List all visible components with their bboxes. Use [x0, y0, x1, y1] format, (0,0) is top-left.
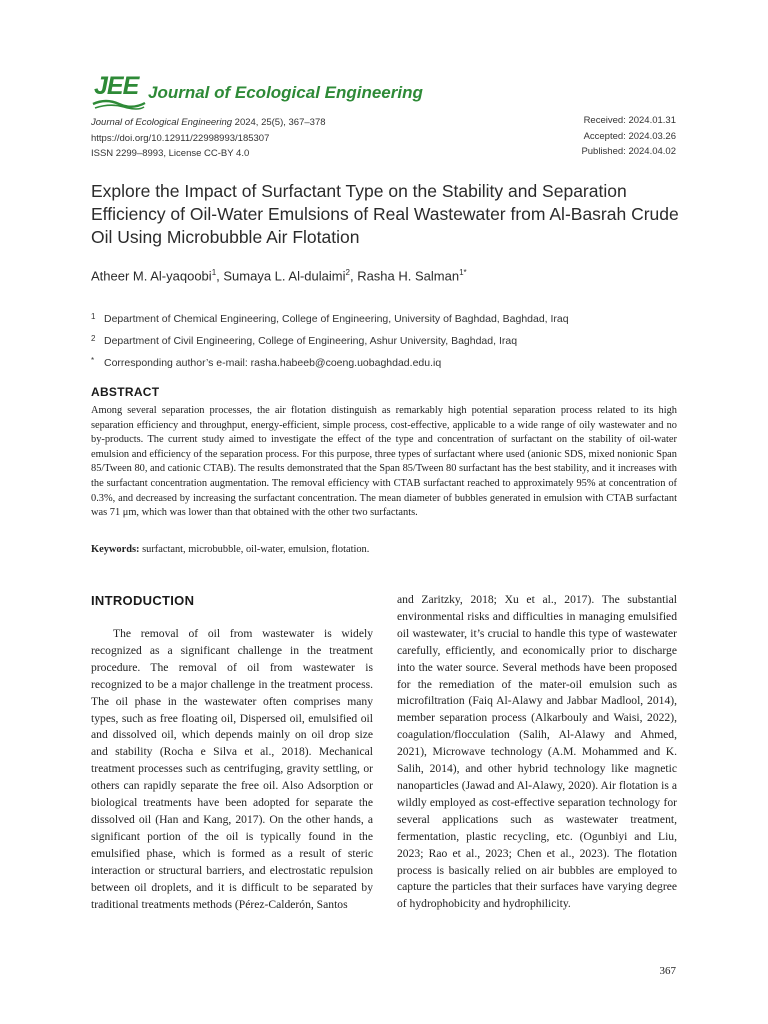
issn-license: ISSN 2299–8993, License CC-BY 4.0	[91, 148, 250, 159]
doi-link[interactable]: https://doi.org/10.12911/22998993/185307	[91, 132, 270, 144]
abstract-text: Among several separation processes, the air flotation distinguish as remarkably high potential separation process related to its high separation efficiency and throughput, energy-efficient, simple process, cost-effective, applicable to a wide range of oily wastewater and no by-products. The current study aimed to investigate the effect of the type and concentration of surfactant on the stability of oil-water emulsion and efficiency of the separation process. For this purpose, three types of surfactant where used (anionic SDS, mixed nonionic Span 85/Tween 80, and cationic CTAB). The results demonstrated that the Span 85/Tween 80 surfactant has the best stability, and it increases with the surfactant concentration augmentation. The removal efficiency with CTAB surfactant reached to approximately 95% at concentration of 0.3%, and decreased by increasing the surfactant concentration. The mean diameter of bubbles generated in emulsion with CTAB surfactant was 71 μm, which was lower than that obtained with the other two surfactants.	[91, 405, 677, 519]
citation-journal: Journal of Ecological Engineering	[91, 117, 233, 128]
author-name: Atheer M. Al-yaqoobi	[91, 268, 212, 284]
abstract-heading: ABSTRACT	[91, 385, 160, 399]
affiliation-marker: 2	[91, 334, 96, 343]
author-name: Rasha H. Salman	[357, 268, 460, 284]
affiliations	[91, 307, 569, 373]
citation-line	[91, 115, 326, 131]
corresponding-email: Corresponding author’s e-mail: rasha.habeeb@coeng.uobaghdad.edu.iq	[104, 357, 442, 369]
author-affiliation-mark: 1*	[459, 268, 467, 277]
logo-text: JEE	[94, 72, 139, 100]
journal-logo	[92, 72, 148, 110]
keywords	[91, 544, 677, 555]
keywords-text: surfactant, microbubble, oil-water, emulsion, flotation.	[139, 544, 370, 555]
affiliation-text: Department of Chemical Engineering, College of Engineering, University of Baghdad, Baghdad, Iraq	[104, 313, 569, 325]
affiliation-text: Department of Civil Engineering, College of Engineering, Ashur University, Baghdad, Iraq	[104, 335, 518, 347]
author-list: Atheer M. Al-yaqoobi$^1$, Sumaya L. Al-dulaimi$^2$, Rasha H. Salman$^{1*}$	[91, 268, 467, 284]
dates-block	[581, 113, 676, 160]
published-date: Published: 2024.04.02	[581, 146, 676, 157]
article-title: Explore the Impact of Surfactant Type on the Stability and Separation Efficiency of Oil-Water Emulsions of Real Wastewater from Al-Basrah Crude Oil Using Microbubble Air Flotation	[91, 181, 679, 247]
journal-name: Journal of Ecological Engineering	[148, 83, 423, 102]
keywords-label: Keywords:	[91, 544, 140, 555]
introduction-heading: INTRODUCTION	[91, 593, 195, 608]
introduction-left-column: The removal of oil from wastewater is widely recognized as a significant challenge in the treatment procedure. The removal of oil from wastewater is recognized to be a major challenge in the treatment process. The oil phase in the wastewater often comprises many types, such as free floating oil, Dispersed oil, emulsified oil and dissolved oil, which depends mainly on oil drop size and stability (Rocha e Silva et al., 2018). Mechanical treatment processes such as centrifuging, gravity settling, or others can rapidly separate the free oil. Also Adsorption or biological treatments have been adopted for separate the dissolved oil (Han and Kang, 2017). On the other hands, a significant portion of the oil is typically found in the emulsified phase, which is formed as a result of steric interaction or structural barriers, and electrostatic repulsion between oil droplets, and it is difficult to be separated by traditional treatments methods (Pérez-Calderón, Santos	[91, 627, 373, 911]
author-affiliation-mark: 2	[345, 268, 350, 277]
corresponding-author	[91, 351, 569, 373]
logo-swoosh-icon	[92, 98, 146, 110]
received-date: Received: 2024.01.31	[583, 115, 676, 126]
citation-volume: 2024, 25(5), 367–378	[232, 117, 326, 128]
affiliation-marker: *	[91, 356, 95, 365]
page-number: 367	[659, 965, 676, 977]
affiliation-item	[91, 329, 569, 351]
citation-block	[91, 115, 326, 162]
accepted-date: Accepted: 2024.03.26	[583, 130, 676, 142]
affiliation-marker: 1	[91, 312, 96, 321]
author-name: Sumaya L. Al-dulaimi	[223, 268, 346, 284]
affiliation-item	[91, 307, 569, 329]
author-affiliation-mark: 1	[211, 268, 217, 277]
introduction-right-column: and Zaritzky, 2018; Xu et al., 2017). The substantial environmental risks and difficulties in managing emulsified oil wastewater, it’s crucial to handle this type of wastewater carefully, efficiently, and economically prior to discharge into the water source. Several methods have been proposed for the remediation of the mater-oil emulsion such as microfiltration (Faiq Al-Alawy and Jabbar Madlool, 2014), member separation process (Alkarbouly and Waisi, 2022), coagulation/flocculation (Salih, Al-Alawy and Ahmed, 2021), Microwave technology (A.M. Mohammed and K. Salih, 2014), and other hybrid technology like magnetic nanoparticles (Jawad and Al-Alawy, 2020). Air flotation is a wildly employed as cost-effective separation technology for several applications such as wastewater treatment, fermentation, plastic recycling, etc. (Ogunbiyi and Liu, 2023; Rao et al., 2023; Chen et al., 2023). The flotation process is basically relied on air bubbles are employed to capture the particles that their surfaces have varying degree of hydrophobicity and hydrophilicity.	[397, 593, 677, 911]
